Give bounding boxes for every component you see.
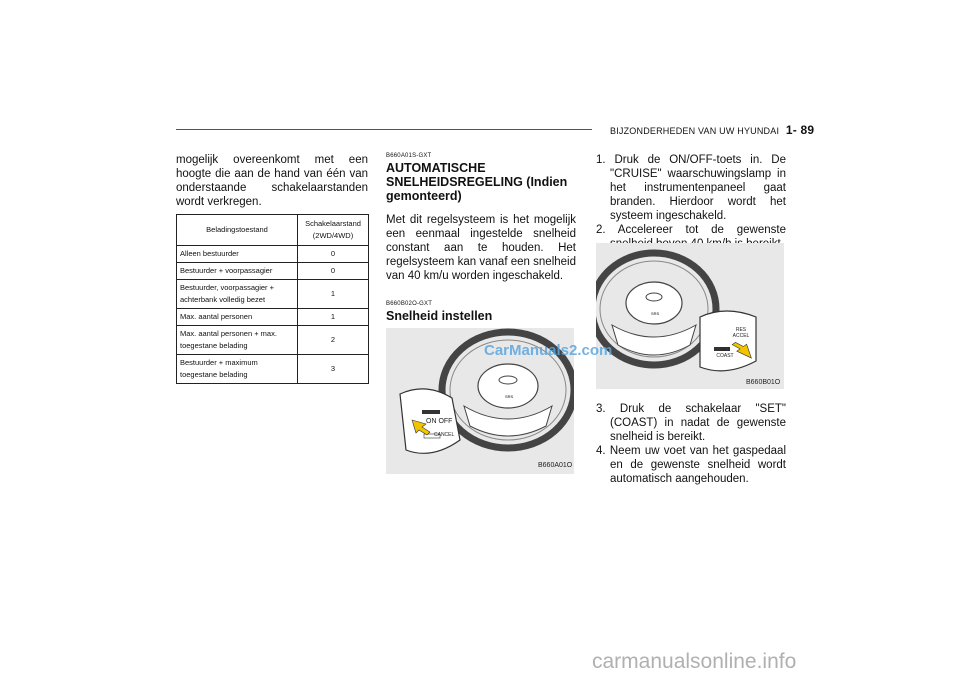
row-label: Alleen bestuurder: [177, 246, 298, 263]
section-paragraph: Met dit regelsysteem is het mogelijk een eenmaal ingestelde snelheid constant aan te houden. Het regelsysteem kan vanaf een snelheid van 40 km/u worden ingeschakeld.: [386, 214, 576, 282]
row-value: 2: [298, 326, 369, 355]
page-number: 1- 89: [785, 123, 815, 137]
step-item: 2. Accelereer tot de gewenste: [596, 224, 786, 236]
page-header: [610, 123, 814, 137]
col-header-switch: Schakelaarstand (2WD/4WD): [298, 215, 369, 246]
step-item: 3. Druk de schakelaar "SET" (COAST) in nadat de gewenste snelheid is bereikt.: [596, 403, 786, 443]
overlay-watermark: CarManuals2.com: [484, 342, 613, 359]
footer-watermark: carmanualsonline.info: [592, 650, 797, 673]
figure-label: B660A01O: [538, 462, 573, 469]
on-off-switch-label: ON OFF: [426, 418, 453, 425]
row-value: 0: [298, 246, 369, 263]
subsection-code: B660B02O-GXT: [386, 301, 433, 307]
table-row: [177, 280, 369, 309]
step-item: 4. Neem uw voet van het gaspedaal en de gewenste snelheid wordt automatisch aangehouden.: [596, 445, 786, 485]
svg-text:SRS: SRS: [505, 394, 514, 399]
steering-wheel-illustration-right: [596, 243, 784, 389]
table-row: [177, 246, 369, 263]
section-title: BIJZONDERHEDEN VAN UW HYUNDAI: [610, 126, 780, 136]
load-table: [176, 214, 369, 384]
row-value: 0: [298, 263, 369, 280]
table-row: [177, 326, 369, 355]
intro-text: mogelijk overeenkomt met een hoogte die aan de hand van één van onderstaande schakelaarstanden wordt verkregen.: [176, 154, 368, 208]
table-row: [177, 355, 369, 384]
right-column-lower: [596, 402, 786, 486]
row-value: 1: [298, 280, 369, 309]
row-label: Max. aantal personen: [177, 309, 298, 326]
left-column: [176, 153, 368, 209]
col-header-load: Beladingstoestand: [177, 215, 298, 246]
cancel-switch-label: CANCEL: [434, 432, 455, 438]
steering-wheel-figure-right: [596, 243, 784, 389]
row-label: Bestuurder + maximum toegestane belading: [177, 355, 298, 384]
header-rule: [176, 129, 592, 130]
row-label: Bestuurder + voorpassagier: [177, 263, 298, 280]
right-column: [596, 153, 786, 251]
section-code: B660A01S-GXT: [386, 153, 432, 159]
row-value: 3: [298, 355, 369, 384]
steps-list-a: [596, 153, 786, 251]
table-row: [177, 309, 369, 326]
set-coast-switch-label: SET COAST: [716, 347, 734, 359]
table-header-row: [177, 215, 369, 246]
section-heading: AUTOMATISCHE SNELHEIDSREGELING (Indien gemonteerd): [386, 161, 568, 203]
row-value: 1: [298, 309, 369, 326]
svg-text:SRS: SRS: [651, 311, 660, 316]
figure-label-right: B660B01O: [746, 379, 781, 386]
step-item: 1. Druk de ON/OFF-toets in. De "CRUISE" waarschuwingslamp in het instrumentenpaneel gaat branden. Hierdoor wordt het systeem ingeschakeld.: [596, 154, 786, 222]
row-label: Bestuurder, voorpassagier + achterbank volledig bezet: [177, 280, 298, 309]
middle-column: [386, 153, 576, 323]
row-label: Max. aantal personen + max. toegestane belading: [177, 326, 298, 355]
steps-list-b: [596, 402, 786, 486]
res-accel-switch-label: RES ACCEL: [732, 327, 750, 339]
subsection-heading: Snelheid instellen: [386, 309, 493, 323]
table-row: [177, 263, 369, 280]
